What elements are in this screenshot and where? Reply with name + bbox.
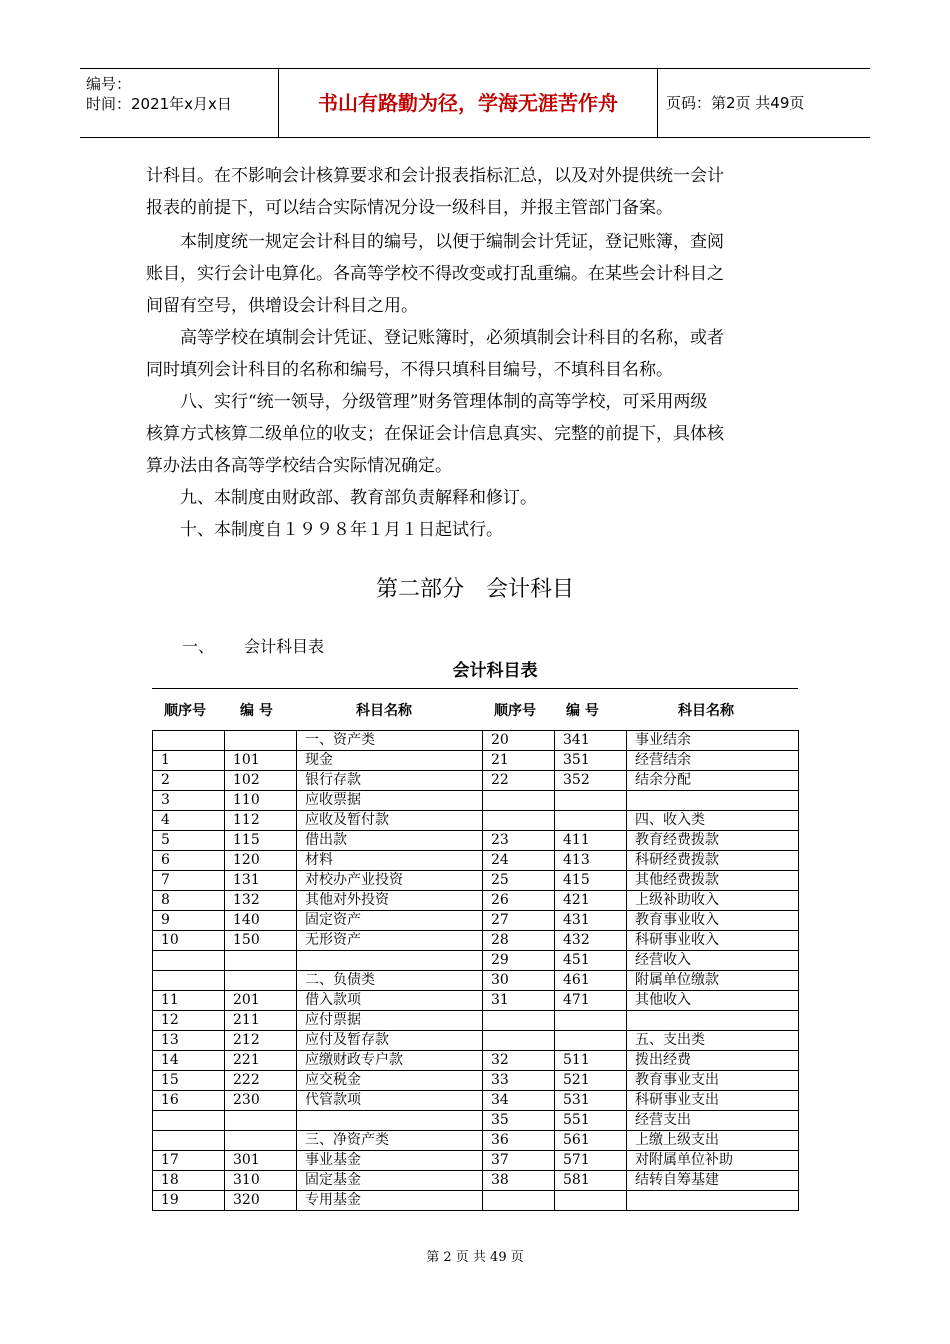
table-cell	[627, 791, 799, 811]
table-cell	[555, 1011, 627, 1031]
table-cell: 222	[225, 1071, 297, 1091]
table-cell	[483, 1031, 555, 1051]
table-cell: 140	[225, 911, 297, 931]
table-cell: 教育事业支出	[627, 1071, 799, 1091]
table-row	[153, 1091, 799, 1111]
table-cell: 16	[153, 1091, 225, 1111]
col-header-code-2: 编 号	[566, 703, 599, 719]
table-cell: 25	[483, 871, 555, 891]
col-header-seq-2: 顺序号	[494, 703, 536, 719]
table-row	[153, 1131, 799, 1151]
table-cell: 银行存款	[297, 771, 483, 791]
table-cell: 12	[153, 1011, 225, 1031]
table-row	[153, 1051, 799, 1071]
table-cell: 18	[153, 1171, 225, 1191]
table-cell: 29	[483, 951, 555, 971]
table-cell: 科研事业收入	[627, 931, 799, 951]
section-number: 一、	[182, 637, 215, 656]
table-row	[153, 1071, 799, 1091]
table-cell: 应付票据	[297, 1011, 483, 1031]
table-body	[152, 730, 798, 1211]
table-cell: 230	[225, 1091, 297, 1111]
table-cell: 应付及暂存款	[297, 1031, 483, 1051]
table-cell: 拨出经费	[627, 1051, 799, 1071]
table-cell: 352	[555, 771, 627, 791]
table-cell: 其他收入	[627, 991, 799, 1011]
table-row	[153, 911, 799, 931]
table-cell: 13	[153, 1031, 225, 1051]
table-cell: 10	[153, 931, 225, 951]
table-cell: 28	[483, 931, 555, 951]
table-row	[153, 731, 799, 751]
table-cell: 对附属单位补助	[627, 1151, 799, 1171]
table-cell	[153, 1111, 225, 1131]
table-cell: 37	[483, 1151, 555, 1171]
table-cell: 211	[225, 1011, 297, 1031]
table-cell: 571	[555, 1151, 627, 1171]
number-label: 编号：	[86, 75, 132, 93]
table-row	[153, 851, 799, 871]
table-cell: 27	[483, 911, 555, 931]
table-row	[153, 1191, 799, 1211]
table-cell: 科研事业支出	[627, 1091, 799, 1111]
table-cell	[483, 1011, 555, 1031]
table-row	[153, 811, 799, 831]
table-cell: 26	[483, 891, 555, 911]
table-cell: 34	[483, 1091, 555, 1111]
col-header-name-1: 科目名称	[356, 703, 412, 719]
table-row	[153, 931, 799, 951]
table-cell: 310	[225, 1171, 297, 1191]
table-cell: 22	[483, 771, 555, 791]
table-cell	[483, 1191, 555, 1211]
table-cell	[555, 1031, 627, 1051]
table-cell: 33	[483, 1071, 555, 1091]
table-cell: 应交税金	[297, 1071, 483, 1091]
table-cell: 21	[483, 751, 555, 771]
table-cell	[225, 971, 297, 991]
table-cell: 120	[225, 851, 297, 871]
table-cell: 7	[153, 871, 225, 891]
table-cell: 413	[555, 851, 627, 871]
table-cell	[555, 1191, 627, 1211]
table-cell: 五、支出类	[627, 1031, 799, 1051]
table-cell: 212	[225, 1031, 297, 1051]
table-cell: 1	[153, 751, 225, 771]
table-cell	[555, 791, 627, 811]
table-row	[153, 951, 799, 971]
table-cell: 511	[555, 1051, 627, 1071]
table-cell: 事业结余	[627, 731, 799, 751]
table-cell: 现金	[297, 751, 483, 771]
table-cell	[153, 951, 225, 971]
table-cell: 借入款项	[297, 991, 483, 1011]
table-cell: 应缴财政专户款	[297, 1051, 483, 1071]
table-cell	[297, 1111, 483, 1131]
table-cell: 上缴上级支出	[627, 1131, 799, 1151]
table-cell: 3	[153, 791, 225, 811]
table-cell: 301	[225, 1151, 297, 1171]
table-cell: 11	[153, 991, 225, 1011]
table-cell: 9	[153, 911, 225, 931]
table-title: 会计科目表	[452, 661, 538, 681]
header-page-info: 页码：第2页 共49页	[666, 94, 805, 112]
table-cell: 固定资产	[297, 911, 483, 931]
table-row	[153, 991, 799, 1011]
part-title: 第二部分 会计科目	[375, 577, 574, 602]
section-title: 会计科目表	[244, 637, 325, 656]
table-cell: 132	[225, 891, 297, 911]
table-cell: 教育事业收入	[627, 911, 799, 931]
table-cell: 531	[555, 1091, 627, 1111]
table-cell: 二、负债类	[297, 971, 483, 991]
table-cell: 102	[225, 771, 297, 791]
table-cell: 结余分配	[627, 771, 799, 791]
table-row	[153, 871, 799, 891]
table-cell: 经营收入	[627, 951, 799, 971]
table-cell	[153, 971, 225, 991]
table-row	[153, 971, 799, 991]
col-header-code-1: 编 号	[240, 703, 273, 719]
paragraph: 本制度统一规定会计科目的编号，以便于编制会计凭证，登记账簿，查阅 账目，实行会计电算化。各高等学校不得改变或打乱重编。在某些会计科目之 间留有空号，供增设会计科目之用。	[146, 232, 724, 316]
table-cell: 115	[225, 831, 297, 851]
table-cell: 110	[225, 791, 297, 811]
table-cell: 432	[555, 931, 627, 951]
table-cell: 上级补助收入	[627, 891, 799, 911]
header-meta	[80, 69, 279, 137]
table-cell: 教育经费拨款	[627, 831, 799, 851]
table-cell: 451	[555, 951, 627, 971]
section-heading	[182, 634, 324, 657]
table-cell: 32	[483, 1051, 555, 1071]
table-cell: 20	[483, 731, 555, 751]
col-header-seq-1: 顺序号	[164, 703, 206, 719]
table-cell: 对校办产业投资	[297, 871, 483, 891]
table-cell: 320	[225, 1191, 297, 1211]
table-cell: 6	[153, 851, 225, 871]
table-cell: 23	[483, 831, 555, 851]
table-row	[153, 891, 799, 911]
table-cell: 经营结余	[627, 751, 799, 771]
header-motto: 书山有路勤为径，学海无涯苦作舟	[279, 69, 658, 137]
table-row	[153, 1171, 799, 1191]
paragraph: 高等学校在填制会计凭证、登记账簿时，必须填制会计科目的名称，或者 同时填列会计科目的名称和编号，不得只填科目编号，不填科目名称。	[146, 328, 724, 380]
table-cell: 431	[555, 911, 627, 931]
table-row	[153, 1111, 799, 1131]
table-cell: 112	[225, 811, 297, 831]
table-cell: 421	[555, 891, 627, 911]
table-cell: 代管款项	[297, 1091, 483, 1111]
table-cell: 101	[225, 751, 297, 771]
table-cell: 固定基金	[297, 1171, 483, 1191]
table-row	[153, 771, 799, 791]
table-cell: 其他经费拨款	[627, 871, 799, 891]
table-cell	[153, 731, 225, 751]
table-cell: 材料	[297, 851, 483, 871]
table-top-rule	[152, 688, 798, 689]
table-cell: 一、资产类	[297, 731, 483, 751]
table-cell: 351	[555, 751, 627, 771]
table-cell: 581	[555, 1171, 627, 1191]
page-header	[80, 68, 870, 138]
table-cell: 150	[225, 931, 297, 951]
table-cell: 24	[483, 851, 555, 871]
table-cell: 4	[153, 811, 225, 831]
table-cell	[297, 951, 483, 971]
table-cell: 19	[153, 1191, 225, 1211]
table-cell	[153, 1131, 225, 1151]
table-cell: 8	[153, 891, 225, 911]
col-header-name-2: 科目名称	[678, 703, 734, 719]
table-cell: 结转自筹基建	[627, 1171, 799, 1191]
table-cell: 无形资产	[297, 931, 483, 951]
table-cell: 221	[225, 1051, 297, 1071]
table-cell	[483, 791, 555, 811]
table-cell: 561	[555, 1131, 627, 1151]
table-row	[153, 1151, 799, 1171]
table-cell: 36	[483, 1131, 555, 1151]
table-cell	[225, 1111, 297, 1131]
table-cell	[627, 1191, 799, 1211]
table-row	[153, 751, 799, 771]
table-cell: 31	[483, 991, 555, 1011]
table-cell	[225, 731, 297, 751]
table-row	[153, 1031, 799, 1051]
table-cell: 38	[483, 1171, 555, 1191]
paragraph: 十、本制度自１９９８年１月１日起试行。	[180, 520, 503, 540]
table-cell	[225, 951, 297, 971]
table-row	[153, 791, 799, 811]
table-cell	[483, 811, 555, 831]
table-cell: 201	[225, 991, 297, 1011]
table-cell: 551	[555, 1111, 627, 1131]
table-cell: 415	[555, 871, 627, 891]
table-cell: 521	[555, 1071, 627, 1091]
table-row	[153, 831, 799, 851]
table-cell: 经营支出	[627, 1111, 799, 1131]
table-cell: 461	[555, 971, 627, 991]
table-cell	[225, 1131, 297, 1151]
paragraph: 八、实行“统一领导，分级管理”财务管理体制的高等学校，可采用两级 核算方式核算二级单位的收支；在保证会计信息真实、完整的前提下，具体核 算办法由各高等学校结合实际情况确定。	[146, 392, 724, 476]
table-cell	[555, 811, 627, 831]
table-cell: 30	[483, 971, 555, 991]
table-cell: 三、净资产类	[297, 1131, 483, 1151]
table-cell: 17	[153, 1151, 225, 1171]
table-cell: 应收及暂付款	[297, 811, 483, 831]
page-footer: 第 2 页 共 49 页	[426, 1250, 524, 1265]
table-cell: 借出款	[297, 831, 483, 851]
table-cell: 2	[153, 771, 225, 791]
table-cell: 131	[225, 871, 297, 891]
table-cell: 附属单位缴款	[627, 971, 799, 991]
table-cell: 35	[483, 1111, 555, 1131]
table-cell	[627, 1011, 799, 1031]
table-cell: 四、收入类	[627, 811, 799, 831]
date-label: 时间：2021年x月x日	[86, 95, 232, 113]
table-cell: 471	[555, 991, 627, 1011]
table-cell: 其他对外投资	[297, 891, 483, 911]
table-cell: 科研经费拨款	[627, 851, 799, 871]
table-cell: 专用基金	[297, 1191, 483, 1211]
table-cell: 411	[555, 831, 627, 851]
table-cell: 14	[153, 1051, 225, 1071]
table-cell: 应收票据	[297, 791, 483, 811]
table-cell: 5	[153, 831, 225, 851]
paragraph: 九、本制度由财政部、教育部负责解释和修订。	[180, 488, 537, 508]
table-cell: 341	[555, 731, 627, 751]
paragraph: 计科目。在不影响会计核算要求和会计报表指标汇总，以及对外提供统一会计 报表的前提下，可以结合实际情况分设一级科目，并报主管部门备案。	[146, 166, 724, 218]
table-cell: 事业基金	[297, 1151, 483, 1171]
table-cell: 15	[153, 1071, 225, 1091]
table-row	[153, 1011, 799, 1031]
